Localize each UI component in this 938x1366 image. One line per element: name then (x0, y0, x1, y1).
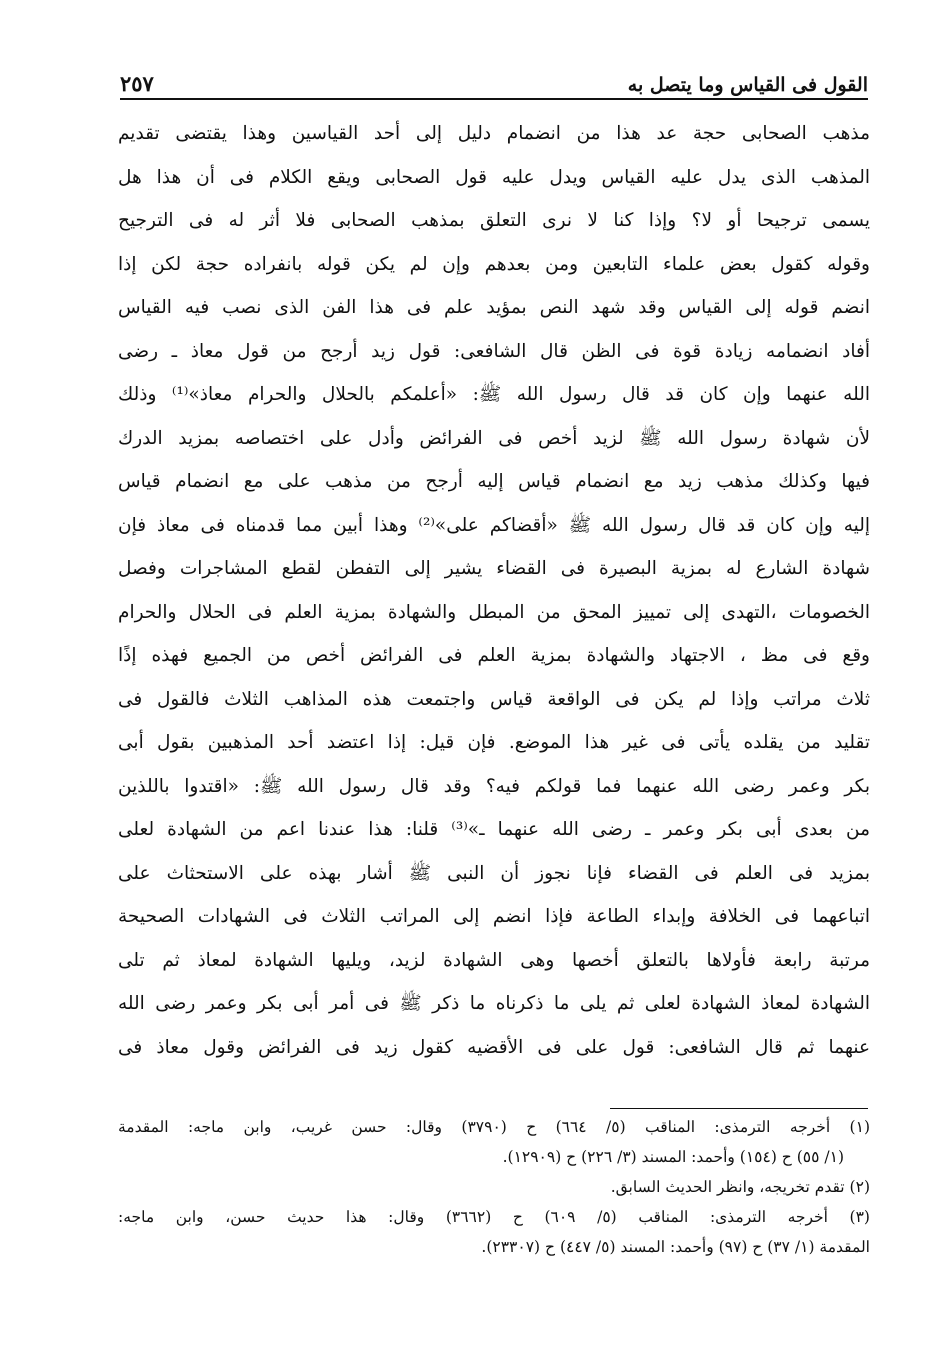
text-line: فيها وكذلك مذهب زيد مع انضمام قياس إليه أرجح من مذهب على مع انضمام قياس (118, 471, 870, 492)
text-line: مرتبة رابعة فأولاها بالتعلق أخصها وهى الشهادة لزيد، ويليها الشهادة لمعاذ ثم تلى (118, 949, 870, 971)
footnotes (118, 1112, 870, 1262)
text-line: ثلاث مراتب وإذا لم يكن فى الواقعة قياس واجتمعت هذه المذاهب الثلاث فالقول فى (118, 688, 870, 710)
text-line: انضم قوله إلى القياس وقد شهد النص بمؤيد علم فى هذا الفن الذى نصب فيه القياس (118, 297, 870, 318)
text-line: تقليد من يقلده يأتى فى غير هذا الموضع. فإن قيل: إذا اعتضد أحد المذهبين بقول أبى (118, 732, 870, 753)
running-title: القول فى القياس وما يتصل به (627, 74, 868, 96)
text-line: وقوله كقول بعض علماء التابعين ومن بعدهم وإن لم يكن قوله بانفراده حجة لكن إذا (118, 253, 870, 275)
text-line: الخصومات ،التهدى إلى تمييز المحق من المبطل والشهادة بمزية العلم فى الحلال والحرام (118, 601, 870, 623)
text-line: وقع فى مظ ، الاجتهاد والشهادة بمزية العلم فى الفرائض أخص من الجميع فهذه إذًا (118, 645, 870, 666)
text-line: الشهادة لمعاذ الشهادة لعلى ثم يلى ما ذكرناه ما ذكر ﷺ فى أمر أبى بكر وعمر رضى الله (118, 993, 870, 1014)
text-line: اتباعهما فى الخلافة وإبداء الطاعة فإذا انضم إلى المراتب الثلاث فى الشهادات الصحيحة (118, 906, 870, 927)
text-line: المذهب الذى يدل عليه القياس ويدل عليه قول الصحابى ويقع الكلام فى أن هذا هل (118, 166, 870, 188)
text-line: بكر وعمر رضى الله عنهما فما قولكم فيه؟ وقد قال رسول الله ﷺ: «اقتدوا باللذين (118, 775, 870, 797)
text-line: يسمى ترجيحا أو لا؟ وإذا كنا لا نرى التعلق بمذهب الصحابى فلا أثر له فى الترجيح (118, 210, 870, 231)
page-number: ٢٥٧ (120, 71, 154, 96)
footnote-separator (610, 1108, 868, 1109)
footnote-1-line-2: (١/ ٥٥) ح (١٥٤) وأحمد: المسند (٣/ ٢٢٦) ح (١٢٩٠٩). (502, 1148, 844, 1166)
footnote-2: (٢) تقدم تخريجه، وانظر الحديث السابق. (610, 1178, 870, 1196)
text-line: لأن شهادة رسول الله ﷺ لزيد أخص فى الفرائض وأدل على اختصاصه بمزيد الدرك (118, 427, 870, 449)
text-line: من بعدى أبى بكر وعمر ـ رضى الله عنهما ـ»⁽³⁾ قلنا: هذا عندنا اعم من الشهادة لعلى (118, 819, 870, 840)
text-line: عنهما ثم قال الشافعى: قول على فى الأقضيه كقول زيد فى الفرائض وقول معاذ فى (118, 1036, 870, 1058)
text-line: مذهب الصحابى حجة عد هذا من انضمام دليل إلى أحد القياسين وهذا يقتضى تقديم (118, 123, 870, 144)
footnote-1-line-1: (١) أخرجه الترمذى: المناقب (٥/ ٦٦٤) ح (٣٧٩٠) وقال: حسن غريب، وابن ماجه: المقدمة (118, 1118, 870, 1136)
page-header (120, 56, 868, 96)
text-line: أفاد انضمامه زيادة قوة فى الظن قال الشافعى: قول زيد أرجح من قول معاذ ـ رضى (118, 340, 870, 362)
text-line: الله عنهما وإن كان قد قال رسول الله ﷺ: «أعلمكم بالحلال والحرام معاذ»⁽¹⁾ وذلك (118, 384, 870, 405)
body-text (118, 112, 870, 1069)
text-line: إليه وإن كان قد قال رسول الله ﷺ «أقضاكم على»⁽²⁾ وهذا أبين مما قدمناه فى معاذ فإن (118, 514, 870, 536)
text-line: بمزيد فى العلم فى القضاء فإنا نجوز أن النبى ﷺ أشار بهذه على الاستحثاث على (118, 862, 870, 884)
header-rule (120, 98, 868, 100)
footnote-3-line-2: المقدمة (١/ ٣٧) ح (٩٧) وأحمد: المسند (٥/ ٤٤٧) ح (٢٣٣٠٧). (481, 1238, 870, 1256)
footnote-3-line-1: (٣) أخرجه الترمذى: المناقب (٥/ ٦٠٩) ح (٣٦٦٢) وقال: هذا حديث حسن، وابن ماجه: (118, 1208, 870, 1226)
text-line: شهادة الشارع له بمزية البصيرة فى القضاء يشير إلى التفطن لقطع المشاجرات وفصل (118, 558, 870, 579)
